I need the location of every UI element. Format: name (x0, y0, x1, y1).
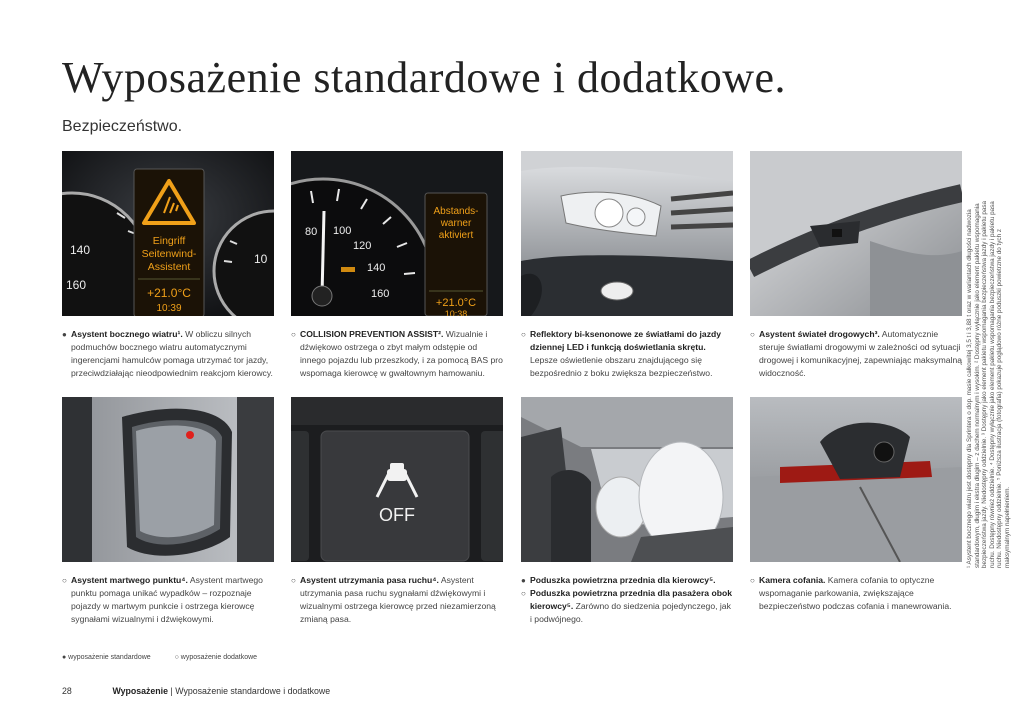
optional-bullet-icon: ○ (521, 330, 526, 339)
crosswind-display-photo (62, 151, 274, 316)
off-button-label: OFF (379, 505, 415, 525)
feature-card-headlights (521, 151, 733, 380)
page-number: 28 (62, 686, 72, 696)
gauge-label: 160 (66, 278, 87, 292)
blind-spot-warning-icon (186, 431, 194, 439)
time-readout: 10:39 (156, 303, 182, 314)
feature-description: Zarówno do siedzenia pojedynczego, jak i podwójnego. (530, 601, 731, 624)
feature-card-lane-keeping (291, 397, 503, 626)
gauge-label: 160 (371, 288, 390, 300)
feature-name: Kamera cofania. (759, 575, 826, 585)
feature-card-blind-spot (62, 397, 274, 626)
page-subtitle: Bezpieczeństwo. (62, 118, 183, 135)
gauge-needle (322, 211, 324, 296)
feature-card-high-beam-assist (750, 151, 962, 380)
footer-section: Wyposażenie (112, 686, 169, 696)
camera-lens-icon (874, 442, 894, 462)
page-footer (62, 686, 330, 696)
gauge-label: 80 (305, 226, 318, 238)
feature-name: Asystent bocznego wiatru¹. (71, 329, 183, 339)
optional-bullet-icon: ○ (291, 576, 296, 585)
footnotes: ¹ Asystent bocznego wiatru jest dostępny dla Sprintera o dop. masie całkowitej 3,5 t i 3,88 t oraz w wariantach długości nadwozia standardowym, długim i ekstra długim – z dachem normalnym i wysokim. ² Dostępny wyłącznie jako element pakietu wspomagania bezpieczeństwa jazdy. Niedostępny oddzielnie. ³ Dostępny jako element pakietu wspomagania bezpieczeństwa jazdy i pakietu pasa ruchu. Dostępny również oddzielnie. ⁴ Dostępny wyłącznie jako element pakietu wspomagania bezpieczeństwa jazdy i pakietu pasa ruchu. Niedostępny oddzielnie. ⁵ Poniższa ilustracja (fotografia) pokazuje poglądowo różne poduszki powietrzne do tych z maksymalnym napełnieniem. (966, 200, 1011, 568)
rear-camera-photo (750, 397, 962, 562)
display-text: Abstands- (433, 206, 479, 217)
windshield-camera-photo (750, 151, 962, 316)
display-text: Eingriff (152, 235, 186, 247)
display-text: warner (440, 218, 472, 229)
optional-bullet-icon: ○ (750, 330, 755, 339)
distance-warning-icon (341, 267, 355, 272)
display-text: Seitenwind- (141, 248, 197, 260)
optional-bullet-icon: ○ (291, 330, 296, 339)
feature-name: COLLISION PREVENTION ASSIST². (300, 329, 444, 339)
feature-description: W obliczu silnych podmuchów bocznego wiatru automatycznymi ingerencjami hamulców pomaga utrzymać tor jazdy, przeciwdziałając nieodpowiednim reakcjom kierowcy. (71, 329, 273, 378)
headlight-photo (521, 151, 733, 316)
optional-bullet-icon: ○ (750, 576, 755, 585)
feature-description: Kamera cofania to optyczne wspomaganie parkowania, zwiększające bezpieczeństwo podczas cofania i manewrowania. (759, 575, 952, 611)
footer-separator: | (170, 686, 173, 696)
gauge-label: 140 (367, 262, 386, 274)
feature-caption (291, 328, 503, 380)
feature-name: Poduszka powietrzna przednia dla pasażera obok kierowcy⁵. (530, 588, 733, 611)
gauge-label: 10 (254, 252, 268, 266)
gauge-label: 100 (333, 225, 352, 237)
feature-name: Asystent utrzymania pasa ruchu⁴. (300, 575, 439, 585)
feature-name: Asystent martwego punktu⁴. (71, 575, 188, 585)
legend (62, 654, 279, 661)
display-text: aktiviert (438, 230, 474, 241)
feature-description: Wizualnie i dźwiękowo ostrzega o zbyt małym odstępie od innego pojazdu lub przeszkody, i za pomocą BAS pro wspomaga kierowcę w gwałtownym hamowaniu. (300, 329, 503, 378)
feature-name: Reflektory bi-ksenonowe ze światłami do jazdy dziennej LED i funkcją doświetlania skrętu. (530, 329, 722, 352)
feature-card-airbags (521, 397, 733, 626)
optional-bullet-icon: ○ (62, 576, 67, 585)
feature-name: Poduszka powietrzna przednia dla kierowcy⁵. (530, 575, 716, 585)
standard-bullet-icon: ● (62, 330, 67, 339)
gauge-label: 120 (353, 240, 372, 252)
feature-caption (750, 328, 962, 380)
feature-description: Asystent utrzymania pasa ruchu sygnałami dźwiękowymi i wizualnymi ostrzega kierowcę przed niezamierzoną zmianą pasa. (300, 575, 496, 624)
page-title: Wyposażenie standardowe i dodatkowe. (62, 53, 786, 102)
feature-description: Automatycznie steruje światłami drogowymi w zależności od sytuacji drogowej i komunikacyjnej, zapewniając maksymalną widoczność. (759, 329, 963, 378)
feature-caption (521, 574, 733, 626)
footer-subsection: Wyposażenie standardowe i dodatkowe (175, 686, 331, 696)
feature-caption (521, 328, 733, 380)
legend-optional: ○ wyposażenie dodatkowe (174, 654, 258, 661)
legend-standard: ● wyposażenie standardowe (62, 654, 151, 661)
feature-name: Asystent świateł drogowych³. (759, 329, 880, 339)
lane-assist-button-photo (291, 397, 503, 562)
side-mirror-photo (62, 397, 274, 562)
airbag-photo (521, 397, 733, 562)
feature-caption (62, 328, 274, 380)
temperature-readout: +21.0°C (147, 286, 191, 300)
collision-display-photo (291, 151, 503, 316)
feature-caption (291, 574, 503, 626)
feature-card-rear-camera (750, 397, 962, 613)
gauge-label: 140 (70, 243, 91, 257)
optional-bullet-icon: ○ (521, 589, 526, 598)
time-readout: 10:38 (444, 309, 468, 316)
feature-description: Lepsze oświetlenie obszaru znajdującego się bezpośrednio z boku zwiększa bezpieczeństwo. (530, 355, 713, 378)
feature-caption (62, 574, 274, 626)
feature-caption (750, 574, 962, 613)
display-text: Assistent (147, 261, 191, 273)
feature-description: Asystent martwego punktu pomaga unikać wypadków – rozpoznaje pojazdy w martwym punkcie i ostrzega kierowcę sygnałami wizualnymi i dźwiękowymi. (71, 575, 263, 624)
standard-bullet-icon: ● (521, 576, 526, 585)
feature-card-crosswind (62, 151, 274, 380)
feature-card-collision-prevention (291, 151, 503, 380)
temperature-readout: +21.0°C (435, 297, 477, 309)
